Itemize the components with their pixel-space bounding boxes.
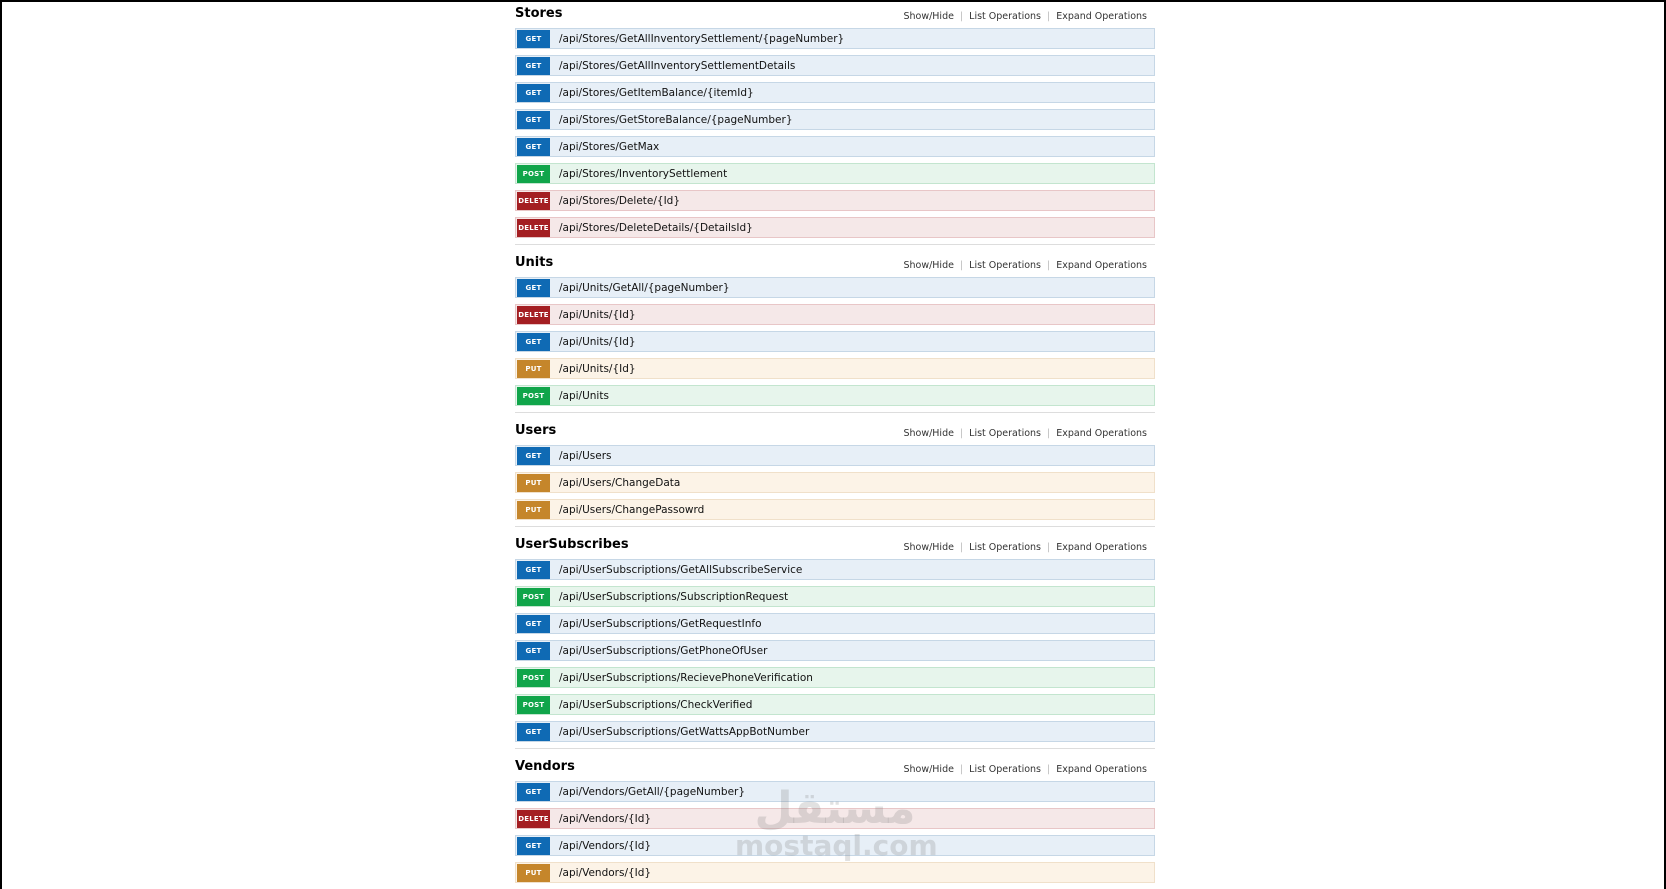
operation-path[interactable]: /api/Vendors/{Id}: [559, 866, 652, 879]
resource-divider: [515, 526, 1155, 527]
operation-path[interactable]: /api/Units/{Id}: [559, 308, 636, 321]
link-separator: |: [959, 260, 964, 271]
method-badge-get[interactable]: GET: [517, 561, 550, 579]
operation-path[interactable]: /api/Stores/GetItemBalance/{itemId}: [559, 86, 754, 99]
list-operations-link[interactable]: List Operations: [969, 428, 1042, 439]
resource-title[interactable]: UserSubscribes: [515, 537, 629, 552]
operation-path[interactable]: /api/Stores/GetMax: [559, 140, 660, 153]
operation-path[interactable]: /api/UserSubscriptions/GetRequestInfo: [559, 617, 762, 630]
operation-row[interactable]: [515, 835, 1155, 856]
operation-path[interactable]: /api/Stores/InventorySettlement: [559, 167, 728, 180]
operation-path[interactable]: /api/Vendors/{Id}: [559, 839, 652, 852]
operation-row[interactable]: [515, 721, 1155, 742]
operation-row[interactable]: [515, 613, 1155, 634]
operation-row[interactable]: [515, 28, 1155, 49]
method-badge-post[interactable]: POST: [517, 588, 550, 606]
method-badge-get[interactable]: GET: [517, 615, 550, 633]
resource-header: [515, 251, 1155, 277]
resource-divider: [515, 748, 1155, 749]
show-hide-link[interactable]: Show/Hide: [903, 428, 954, 439]
resource-usersubscribes: [515, 533, 1155, 749]
resource-title[interactable]: Stores: [515, 6, 563, 21]
show-hide-link[interactable]: Show/Hide: [903, 11, 954, 22]
operation-row[interactable]: [515, 445, 1155, 466]
resource-links: [903, 11, 1147, 22]
method-badge-delete[interactable]: DELETE: [517, 306, 550, 324]
method-badge-put[interactable]: PUT: [517, 360, 550, 378]
operation-path[interactable]: /api/UserSubscriptions/GetWattsAppBotNumber: [559, 725, 810, 738]
watermark-logo: مستقل: [754, 783, 916, 834]
operation-path[interactable]: /api/Users/ChangeData: [559, 476, 681, 489]
method-badge-post[interactable]: POST: [517, 696, 550, 714]
resource-links: [903, 764, 1147, 775]
list-operations-link[interactable]: List Operations: [969, 542, 1042, 553]
operation-row[interactable]: [515, 331, 1155, 352]
method-badge-delete[interactable]: DELETE: [517, 810, 550, 828]
method-badge-delete[interactable]: DELETE: [517, 219, 550, 237]
resource-units: [515, 251, 1155, 413]
resource-header: [515, 755, 1155, 781]
method-badge-put[interactable]: PUT: [517, 474, 550, 492]
operation-path[interactable]: /api/UserSubscriptions/GetAllSubscribeService: [559, 563, 803, 576]
resource-title[interactable]: Units: [515, 255, 554, 270]
method-badge-get[interactable]: GET: [517, 333, 550, 351]
method-badge-post[interactable]: POST: [517, 669, 550, 687]
operation-row[interactable]: [515, 163, 1155, 184]
method-badge-get[interactable]: GET: [517, 642, 550, 660]
link-separator: |: [1047, 764, 1051, 775]
operation-row[interactable]: [515, 190, 1155, 211]
method-badge-delete[interactable]: DELETE: [517, 192, 550, 210]
link-separator: |: [1047, 542, 1051, 553]
resource-header: [515, 419, 1155, 445]
watermark-text: mostaql.com: [735, 829, 938, 862]
operation-path[interactable]: /api/UserSubscriptions/CheckVerified: [559, 698, 753, 711]
operation-path[interactable]: /api/Users: [559, 449, 612, 462]
operation-row[interactable]: [515, 277, 1155, 298]
show-hide-link[interactable]: Show/Hide: [903, 542, 954, 553]
operation-row[interactable]: [515, 136, 1155, 157]
method-badge-put[interactable]: PUT: [517, 501, 550, 519]
resource-links: [903, 542, 1147, 553]
method-badge-get[interactable]: GET: [517, 57, 550, 75]
link-separator: |: [1047, 260, 1051, 271]
resource-links: [903, 260, 1147, 271]
operation-path[interactable]: /api/Users/ChangePassowrd: [559, 503, 705, 516]
link-separator: |: [1047, 428, 1051, 439]
operation-row[interactable]: [515, 808, 1155, 829]
operation-path[interactable]: /api/UserSubscriptions/SubscriptionRequest: [559, 590, 789, 603]
resource-divider: [515, 412, 1155, 413]
operation-row[interactable]: [515, 694, 1155, 715]
operation-row[interactable]: [515, 862, 1155, 883]
api-resource-list: [515, 2, 1155, 889]
operation-path[interactable]: /api/Vendors/GetAll/{pageNumber}: [559, 785, 746, 798]
method-badge-post[interactable]: POST: [517, 387, 550, 405]
operation-path[interactable]: /api/Stores/Delete/{Id}: [559, 194, 681, 207]
resource-title[interactable]: Vendors: [515, 759, 575, 774]
operation-path[interactable]: /api/Stores/GetStoreBalance/{pageNumber}: [559, 113, 793, 126]
operation-row[interactable]: [515, 667, 1155, 688]
method-badge-get[interactable]: GET: [517, 837, 550, 855]
resource-header: [515, 533, 1155, 559]
resource-header: [515, 2, 1155, 28]
list-operations-link[interactable]: List Operations: [969, 11, 1042, 22]
resource-stores: [515, 2, 1155, 245]
method-badge-get[interactable]: GET: [517, 84, 550, 102]
operation-path[interactable]: /api/Stores/DeleteDetails/{DetailsId}: [559, 221, 753, 234]
show-hide-link[interactable]: Show/Hide: [903, 764, 954, 775]
resource-title[interactable]: Users: [515, 423, 557, 438]
resource-divider: [515, 244, 1155, 245]
link-separator: |: [959, 542, 964, 553]
operation-path[interactable]: /api/Units/{Id}: [559, 362, 636, 375]
resource-users: [515, 419, 1155, 527]
resource-links: [903, 428, 1147, 439]
operation-path[interactable]: /api/UserSubscriptions/GetPhoneOfUser: [559, 644, 768, 657]
expand-operations-link[interactable]: Expand Operations: [1056, 764, 1147, 775]
link-separator: |: [959, 764, 964, 775]
link-separator: |: [959, 428, 964, 439]
method-badge-get[interactable]: GET: [517, 30, 550, 48]
operation-row[interactable]: [515, 640, 1155, 661]
expand-operations-link[interactable]: Expand Operations: [1056, 542, 1147, 553]
expand-operations-link[interactable]: Expand Operations: [1056, 428, 1147, 439]
resource-vendors: [515, 755, 1155, 883]
operation-row[interactable]: [515, 55, 1155, 76]
expand-operations-link[interactable]: Expand Operations: [1056, 11, 1147, 22]
operation-row[interactable]: [515, 304, 1155, 325]
operation-path[interactable]: /api/Units/{Id}: [559, 335, 636, 348]
list-operations-link[interactable]: List Operations: [969, 260, 1042, 271]
method-badge-put[interactable]: PUT: [517, 864, 550, 882]
link-separator: |: [1047, 11, 1051, 22]
operation-row[interactable]: [515, 472, 1155, 493]
show-hide-link[interactable]: Show/Hide: [903, 260, 954, 271]
operation-path[interactable]: /api/Units/GetAll/{pageNumber}: [559, 281, 730, 294]
method-badge-get[interactable]: GET: [517, 783, 550, 801]
operation-row[interactable]: [515, 358, 1155, 379]
method-badge-get[interactable]: GET: [517, 447, 550, 465]
link-separator: |: [959, 11, 964, 22]
method-badge-get[interactable]: GET: [517, 138, 550, 156]
operation-row[interactable]: [515, 781, 1155, 802]
method-badge-post[interactable]: POST: [517, 165, 550, 183]
list-operations-link[interactable]: List Operations: [969, 764, 1042, 775]
operation-path[interactable]: /api/Vendors/{Id}: [559, 812, 652, 825]
operation-row[interactable]: [515, 109, 1155, 130]
operation-row[interactable]: [515, 559, 1155, 580]
operation-row[interactable]: [515, 385, 1155, 406]
operation-path[interactable]: /api/Units: [559, 389, 609, 402]
method-badge-get[interactable]: GET: [517, 723, 550, 741]
operation-row[interactable]: [515, 217, 1155, 238]
operation-row[interactable]: [515, 586, 1155, 607]
method-badge-get[interactable]: GET: [517, 111, 550, 129]
operation-row[interactable]: [515, 499, 1155, 520]
operation-path[interactable]: /api/Stores/GetAllInventorySettlement/{pageNumber}: [559, 32, 845, 45]
operation-path[interactable]: /api/UserSubscriptions/RecievePhoneVerification: [559, 671, 813, 684]
operation-row[interactable]: [515, 82, 1155, 103]
method-badge-get[interactable]: GET: [517, 279, 550, 297]
expand-operations-link[interactable]: Expand Operations: [1056, 260, 1147, 271]
operation-path[interactable]: /api/Stores/GetAllInventorySettlementDetails: [559, 59, 796, 72]
